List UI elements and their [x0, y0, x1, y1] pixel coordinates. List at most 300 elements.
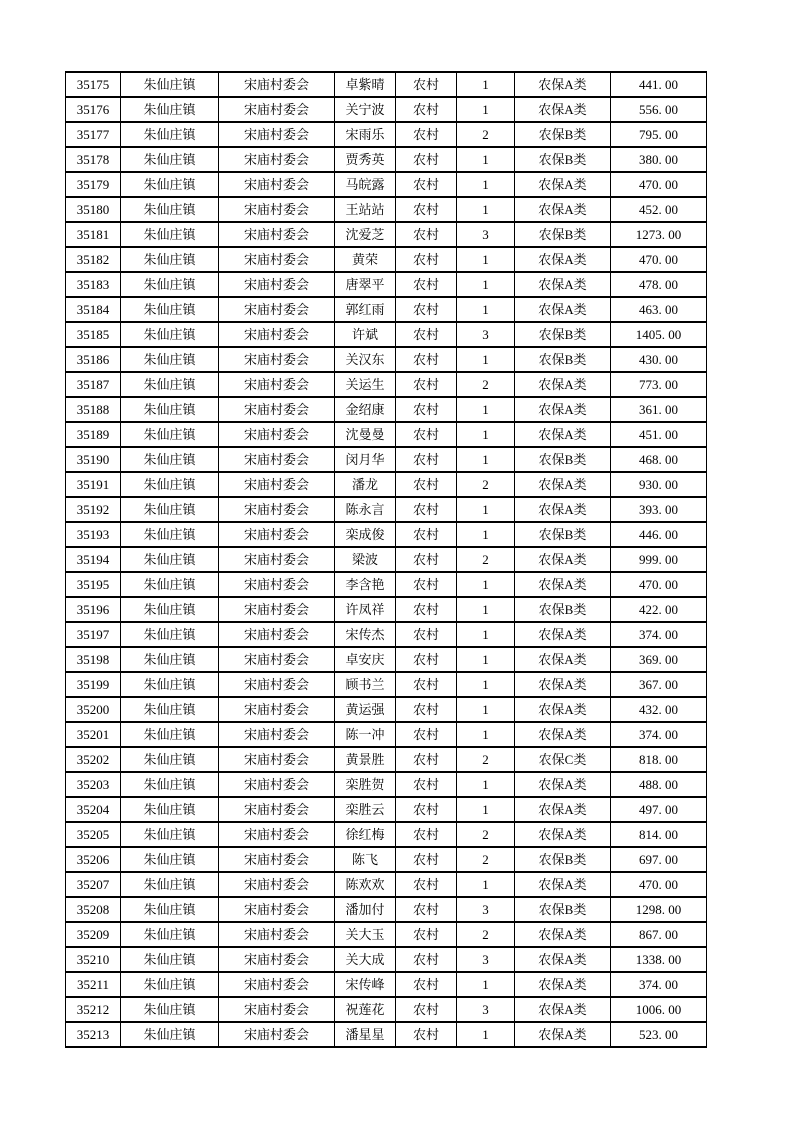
cell-seq-number: 35185	[66, 322, 121, 347]
table-row	[66, 922, 707, 947]
cell-amount: 430. 00	[611, 347, 707, 372]
cell-person-name: 黄荣	[335, 247, 396, 272]
cell-person-name: 黄运强	[335, 697, 396, 722]
cell-amount: 1273. 00	[611, 222, 707, 247]
cell-person-name: 贾秀英	[335, 147, 396, 172]
cell-amount: 393. 00	[611, 497, 707, 522]
cell-amount: 422. 00	[611, 597, 707, 622]
cell-village-committee: 宋庙村委会	[219, 997, 335, 1022]
cell-insurance-category: 农保A类	[515, 197, 611, 222]
cell-person-name: 潘龙	[335, 472, 396, 497]
cell-person-name: 关大玉	[335, 922, 396, 947]
cell-person-name: 陈飞	[335, 847, 396, 872]
cell-town: 朱仙庄镇	[121, 147, 219, 172]
cell-insurance-category: 农保B类	[515, 322, 611, 347]
cell-village-committee: 宋庙村委会	[219, 672, 335, 697]
cell-insurance-category: 农保A类	[515, 972, 611, 997]
cell-person-count: 1	[457, 272, 515, 297]
cell-household-type: 农村	[396, 547, 457, 572]
cell-insurance-category: 农保B类	[515, 597, 611, 622]
cell-amount: 374. 00	[611, 722, 707, 747]
cell-household-type: 农村	[396, 472, 457, 497]
cell-insurance-category: 农保A类	[515, 697, 611, 722]
cell-village-committee: 宋庙村委会	[219, 972, 335, 997]
cell-amount: 818. 00	[611, 747, 707, 772]
cell-seq-number: 35187	[66, 372, 121, 397]
cell-amount: 488. 00	[611, 772, 707, 797]
cell-person-name: 沈曼曼	[335, 422, 396, 447]
cell-person-name: 潘星星	[335, 1022, 396, 1047]
table-row	[66, 722, 707, 747]
cell-village-committee: 宋庙村委会	[219, 497, 335, 522]
cell-person-name: 陈永言	[335, 497, 396, 522]
cell-seq-number: 35204	[66, 797, 121, 822]
table-row	[66, 447, 707, 472]
cell-person-count: 1	[457, 697, 515, 722]
cell-person-count: 1	[457, 972, 515, 997]
cell-village-committee: 宋庙村委会	[219, 1022, 335, 1047]
cell-household-type: 农村	[396, 722, 457, 747]
cell-person-name: 黄景胜	[335, 747, 396, 772]
cell-person-count: 1	[457, 297, 515, 322]
cell-person-name: 宋传峰	[335, 972, 396, 997]
cell-village-committee: 宋庙村委会	[219, 847, 335, 872]
cell-village-committee: 宋庙村委会	[219, 147, 335, 172]
table-row	[66, 547, 707, 572]
cell-insurance-category: 农保A类	[515, 472, 611, 497]
table-row	[66, 122, 707, 147]
cell-amount: 369. 00	[611, 647, 707, 672]
cell-insurance-category: 农保A类	[515, 372, 611, 397]
cell-person-count: 1	[457, 672, 515, 697]
cell-household-type: 农村	[396, 747, 457, 772]
cell-amount: 374. 00	[611, 622, 707, 647]
table-row	[66, 347, 707, 372]
cell-person-count: 2	[457, 372, 515, 397]
cell-insurance-category: 农保B类	[515, 347, 611, 372]
cell-household-type: 农村	[396, 922, 457, 947]
cell-household-type: 农村	[396, 697, 457, 722]
cell-person-count: 3	[457, 947, 515, 972]
table-row	[66, 422, 707, 447]
cell-village-committee: 宋庙村委会	[219, 172, 335, 197]
cell-person-count: 1	[457, 522, 515, 547]
table-row	[66, 597, 707, 622]
cell-person-name: 陈欢欢	[335, 872, 396, 897]
cell-household-type: 农村	[396, 497, 457, 522]
cell-person-count: 1	[457, 422, 515, 447]
cell-insurance-category: 农保A类	[515, 772, 611, 797]
cell-person-count: 1	[457, 497, 515, 522]
table-row	[66, 697, 707, 722]
cell-amount: 470. 00	[611, 172, 707, 197]
cell-town: 朱仙庄镇	[121, 197, 219, 222]
cell-person-name: 郭红雨	[335, 297, 396, 322]
cell-person-name: 关大成	[335, 947, 396, 972]
cell-amount: 361. 00	[611, 397, 707, 422]
cell-household-type: 农村	[396, 997, 457, 1022]
cell-person-count: 1	[457, 797, 515, 822]
cell-household-type: 农村	[396, 772, 457, 797]
cell-town: 朱仙庄镇	[121, 222, 219, 247]
cell-person-count: 2	[457, 547, 515, 572]
cell-insurance-category: 农保A类	[515, 822, 611, 847]
cell-amount: 470. 00	[611, 872, 707, 897]
pension-records-table-body	[66, 72, 707, 1047]
table-row	[66, 97, 707, 122]
cell-seq-number: 35197	[66, 622, 121, 647]
cell-person-count: 1	[457, 97, 515, 122]
cell-village-committee: 宋庙村委会	[219, 522, 335, 547]
table-row	[66, 747, 707, 772]
cell-person-count: 1	[457, 147, 515, 172]
cell-household-type: 农村	[396, 247, 457, 272]
cell-person-count: 1	[457, 447, 515, 472]
cell-seq-number: 35211	[66, 972, 121, 997]
table-row	[66, 772, 707, 797]
cell-household-type: 农村	[396, 872, 457, 897]
cell-insurance-category: 农保A类	[515, 997, 611, 1022]
cell-household-type: 农村	[396, 272, 457, 297]
cell-amount: 523. 00	[611, 1022, 707, 1047]
cell-household-type: 农村	[396, 422, 457, 447]
cell-seq-number: 35209	[66, 922, 121, 947]
cell-village-committee: 宋庙村委会	[219, 697, 335, 722]
cell-household-type: 农村	[396, 372, 457, 397]
cell-town: 朱仙庄镇	[121, 997, 219, 1022]
table-row	[66, 972, 707, 997]
cell-person-name: 宋传杰	[335, 622, 396, 647]
cell-village-committee: 宋庙村委会	[219, 72, 335, 97]
cell-seq-number: 35179	[66, 172, 121, 197]
cell-person-name: 栾胜贺	[335, 772, 396, 797]
cell-town: 朱仙庄镇	[121, 772, 219, 797]
cell-village-committee: 宋庙村委会	[219, 947, 335, 972]
cell-insurance-category: 农保A类	[515, 622, 611, 647]
table-row	[66, 872, 707, 897]
cell-household-type: 农村	[396, 647, 457, 672]
cell-town: 朱仙庄镇	[121, 447, 219, 472]
cell-village-committee: 宋庙村委会	[219, 547, 335, 572]
table-row	[66, 472, 707, 497]
cell-amount: 470. 00	[611, 247, 707, 272]
cell-town: 朱仙庄镇	[121, 547, 219, 572]
cell-insurance-category: 农保B类	[515, 222, 611, 247]
cell-amount: 1338. 00	[611, 947, 707, 972]
cell-amount: 446. 00	[611, 522, 707, 547]
cell-seq-number: 35184	[66, 297, 121, 322]
cell-town: 朱仙庄镇	[121, 697, 219, 722]
cell-insurance-category: 农保A类	[515, 272, 611, 297]
cell-person-count: 1	[457, 347, 515, 372]
cell-amount: 867. 00	[611, 922, 707, 947]
cell-seq-number: 35186	[66, 347, 121, 372]
cell-insurance-category: 农保A类	[515, 297, 611, 322]
cell-person-name: 顾书兰	[335, 672, 396, 697]
cell-person-name: 王站站	[335, 197, 396, 222]
cell-amount: 1006. 00	[611, 997, 707, 1022]
cell-household-type: 农村	[396, 397, 457, 422]
table-row	[66, 647, 707, 672]
cell-person-count: 3	[457, 897, 515, 922]
cell-seq-number: 35176	[66, 97, 121, 122]
cell-person-count: 1	[457, 647, 515, 672]
cell-town: 朱仙庄镇	[121, 497, 219, 522]
cell-seq-number: 35175	[66, 72, 121, 97]
cell-town: 朱仙庄镇	[121, 322, 219, 347]
cell-village-committee: 宋庙村委会	[219, 822, 335, 847]
table-row	[66, 272, 707, 297]
cell-amount: 451. 00	[611, 422, 707, 447]
cell-household-type: 农村	[396, 622, 457, 647]
table-row	[66, 372, 707, 397]
cell-amount: 814. 00	[611, 822, 707, 847]
cell-town: 朱仙庄镇	[121, 572, 219, 597]
cell-amount: 452. 00	[611, 197, 707, 222]
cell-seq-number: 35208	[66, 897, 121, 922]
cell-village-committee: 宋庙村委会	[219, 222, 335, 247]
cell-household-type: 农村	[396, 122, 457, 147]
cell-amount: 1405. 00	[611, 322, 707, 347]
cell-household-type: 农村	[396, 197, 457, 222]
cell-town: 朱仙庄镇	[121, 372, 219, 397]
cell-household-type: 农村	[396, 822, 457, 847]
cell-seq-number: 35193	[66, 522, 121, 547]
cell-seq-number: 35206	[66, 847, 121, 872]
cell-amount: 478. 00	[611, 272, 707, 297]
cell-seq-number: 35199	[66, 672, 121, 697]
cell-person-count: 1	[457, 397, 515, 422]
cell-village-committee: 宋庙村委会	[219, 272, 335, 297]
cell-insurance-category: 农保A类	[515, 397, 611, 422]
cell-village-committee: 宋庙村委会	[219, 622, 335, 647]
cell-seq-number: 35182	[66, 247, 121, 272]
cell-person-name: 卓紫晴	[335, 72, 396, 97]
cell-household-type: 农村	[396, 297, 457, 322]
cell-household-type: 农村	[396, 897, 457, 922]
cell-person-name: 关宁波	[335, 97, 396, 122]
cell-amount: 697. 00	[611, 847, 707, 872]
cell-amount: 463. 00	[611, 297, 707, 322]
cell-seq-number: 35180	[66, 197, 121, 222]
cell-amount: 497. 00	[611, 797, 707, 822]
cell-seq-number: 35200	[66, 697, 121, 722]
cell-amount: 441. 00	[611, 72, 707, 97]
cell-village-committee: 宋庙村委会	[219, 97, 335, 122]
cell-seq-number: 35181	[66, 222, 121, 247]
cell-person-name: 祝莲花	[335, 997, 396, 1022]
cell-amount: 374. 00	[611, 972, 707, 997]
cell-town: 朱仙庄镇	[121, 672, 219, 697]
cell-person-count: 3	[457, 997, 515, 1022]
cell-village-committee: 宋庙村委会	[219, 372, 335, 397]
cell-town: 朱仙庄镇	[121, 297, 219, 322]
cell-person-name: 宋雨乐	[335, 122, 396, 147]
table-row	[66, 822, 707, 847]
cell-village-committee: 宋庙村委会	[219, 297, 335, 322]
table-row	[66, 1022, 707, 1047]
cell-household-type: 农村	[396, 347, 457, 372]
table-row	[66, 297, 707, 322]
cell-seq-number: 35183	[66, 272, 121, 297]
cell-person-name: 卓安庆	[335, 647, 396, 672]
cell-village-committee: 宋庙村委会	[219, 772, 335, 797]
cell-town: 朱仙庄镇	[121, 122, 219, 147]
cell-person-count: 1	[457, 772, 515, 797]
cell-household-type: 农村	[396, 172, 457, 197]
cell-amount: 795. 00	[611, 122, 707, 147]
cell-insurance-category: 农保A类	[515, 872, 611, 897]
cell-insurance-category: 农保B类	[515, 447, 611, 472]
cell-person-name: 关汉东	[335, 347, 396, 372]
cell-insurance-category: 农保A类	[515, 947, 611, 972]
cell-household-type: 农村	[396, 322, 457, 347]
cell-insurance-category: 农保B类	[515, 847, 611, 872]
cell-insurance-category: 农保A类	[515, 722, 611, 747]
cell-town: 朱仙庄镇	[121, 947, 219, 972]
cell-town: 朱仙庄镇	[121, 347, 219, 372]
cell-town: 朱仙庄镇	[121, 922, 219, 947]
cell-insurance-category: 农保A类	[515, 672, 611, 697]
cell-person-name: 陈一冲	[335, 722, 396, 747]
cell-household-type: 农村	[396, 597, 457, 622]
table-row	[66, 797, 707, 822]
cell-town: 朱仙庄镇	[121, 847, 219, 872]
cell-person-name: 关运生	[335, 372, 396, 397]
cell-person-count: 1	[457, 247, 515, 272]
cell-town: 朱仙庄镇	[121, 397, 219, 422]
cell-amount: 470. 00	[611, 572, 707, 597]
table-row	[66, 947, 707, 972]
cell-village-committee: 宋庙村委会	[219, 872, 335, 897]
cell-village-committee: 宋庙村委会	[219, 322, 335, 347]
cell-town: 朱仙庄镇	[121, 422, 219, 447]
cell-village-committee: 宋庙村委会	[219, 647, 335, 672]
cell-insurance-category: 农保A类	[515, 547, 611, 572]
cell-town: 朱仙庄镇	[121, 597, 219, 622]
cell-person-name: 栾胜云	[335, 797, 396, 822]
cell-person-count: 2	[457, 922, 515, 947]
cell-person-count: 2	[457, 472, 515, 497]
cell-person-count: 1	[457, 72, 515, 97]
cell-person-count: 2	[457, 822, 515, 847]
table-row	[66, 147, 707, 172]
cell-person-count: 2	[457, 747, 515, 772]
cell-amount: 468. 00	[611, 447, 707, 472]
cell-seq-number: 35177	[66, 122, 121, 147]
cell-person-name: 马皖露	[335, 172, 396, 197]
cell-town: 朱仙庄镇	[121, 522, 219, 547]
cell-household-type: 农村	[396, 1022, 457, 1047]
cell-insurance-category: 农保A类	[515, 97, 611, 122]
cell-amount: 773. 00	[611, 372, 707, 397]
cell-person-count: 3	[457, 222, 515, 247]
cell-insurance-category: 农保A类	[515, 572, 611, 597]
cell-town: 朱仙庄镇	[121, 972, 219, 997]
cell-village-committee: 宋庙村委会	[219, 122, 335, 147]
cell-person-count: 1	[457, 1022, 515, 1047]
cell-town: 朱仙庄镇	[121, 647, 219, 672]
cell-town: 朱仙庄镇	[121, 172, 219, 197]
table-row	[66, 497, 707, 522]
cell-amount: 1298. 00	[611, 897, 707, 922]
cell-amount: 432. 00	[611, 697, 707, 722]
cell-seq-number: 35192	[66, 497, 121, 522]
cell-household-type: 农村	[396, 147, 457, 172]
cell-person-name: 潘加付	[335, 897, 396, 922]
cell-household-type: 农村	[396, 672, 457, 697]
cell-insurance-category: 农保A类	[515, 172, 611, 197]
cell-village-committee: 宋庙村委会	[219, 472, 335, 497]
cell-household-type: 农村	[396, 97, 457, 122]
cell-village-committee: 宋庙村委会	[219, 722, 335, 747]
cell-town: 朱仙庄镇	[121, 1022, 219, 1047]
cell-amount: 367. 00	[611, 672, 707, 697]
cell-person-name: 许斌	[335, 322, 396, 347]
cell-village-committee: 宋庙村委会	[219, 797, 335, 822]
cell-person-count: 1	[457, 172, 515, 197]
cell-person-count: 1	[457, 572, 515, 597]
cell-person-count: 1	[457, 197, 515, 222]
cell-seq-number: 35191	[66, 472, 121, 497]
cell-seq-number: 35178	[66, 147, 121, 172]
cell-town: 朱仙庄镇	[121, 872, 219, 897]
cell-seq-number: 35203	[66, 772, 121, 797]
cell-seq-number: 35195	[66, 572, 121, 597]
cell-person-name: 闵月华	[335, 447, 396, 472]
table-row	[66, 572, 707, 597]
cell-town: 朱仙庄镇	[121, 472, 219, 497]
cell-seq-number: 35198	[66, 647, 121, 672]
cell-seq-number: 35189	[66, 422, 121, 447]
cell-person-count: 1	[457, 722, 515, 747]
cell-insurance-category: 农保A类	[515, 797, 611, 822]
cell-person-count: 2	[457, 847, 515, 872]
cell-seq-number: 35207	[66, 872, 121, 897]
cell-village-committee: 宋庙村委会	[219, 897, 335, 922]
cell-insurance-category: 农保B类	[515, 122, 611, 147]
cell-town: 朱仙庄镇	[121, 97, 219, 122]
cell-village-committee: 宋庙村委会	[219, 447, 335, 472]
cell-seq-number: 35190	[66, 447, 121, 472]
cell-village-committee: 宋庙村委会	[219, 397, 335, 422]
cell-amount: 380. 00	[611, 147, 707, 172]
table-row	[66, 847, 707, 872]
table-row	[66, 997, 707, 1022]
cell-town: 朱仙庄镇	[121, 747, 219, 772]
cell-person-name: 栾成俊	[335, 522, 396, 547]
cell-insurance-category: 农保A类	[515, 1022, 611, 1047]
cell-household-type: 农村	[396, 72, 457, 97]
cell-insurance-category: 农保A类	[515, 247, 611, 272]
table-row	[66, 622, 707, 647]
cell-person-name: 许凤祥	[335, 597, 396, 622]
table-row	[66, 897, 707, 922]
cell-household-type: 农村	[396, 222, 457, 247]
cell-village-committee: 宋庙村委会	[219, 347, 335, 372]
table-row	[66, 72, 707, 97]
cell-village-committee: 宋庙村委会	[219, 922, 335, 947]
cell-insurance-category: 农保A类	[515, 922, 611, 947]
cell-insurance-category: 农保A类	[515, 647, 611, 672]
cell-village-committee: 宋庙村委会	[219, 422, 335, 447]
cell-seq-number: 35196	[66, 597, 121, 622]
cell-village-committee: 宋庙村委会	[219, 197, 335, 222]
cell-person-name: 唐翠平	[335, 272, 396, 297]
cell-household-type: 农村	[396, 522, 457, 547]
cell-village-committee: 宋庙村委会	[219, 572, 335, 597]
cell-person-count: 3	[457, 322, 515, 347]
